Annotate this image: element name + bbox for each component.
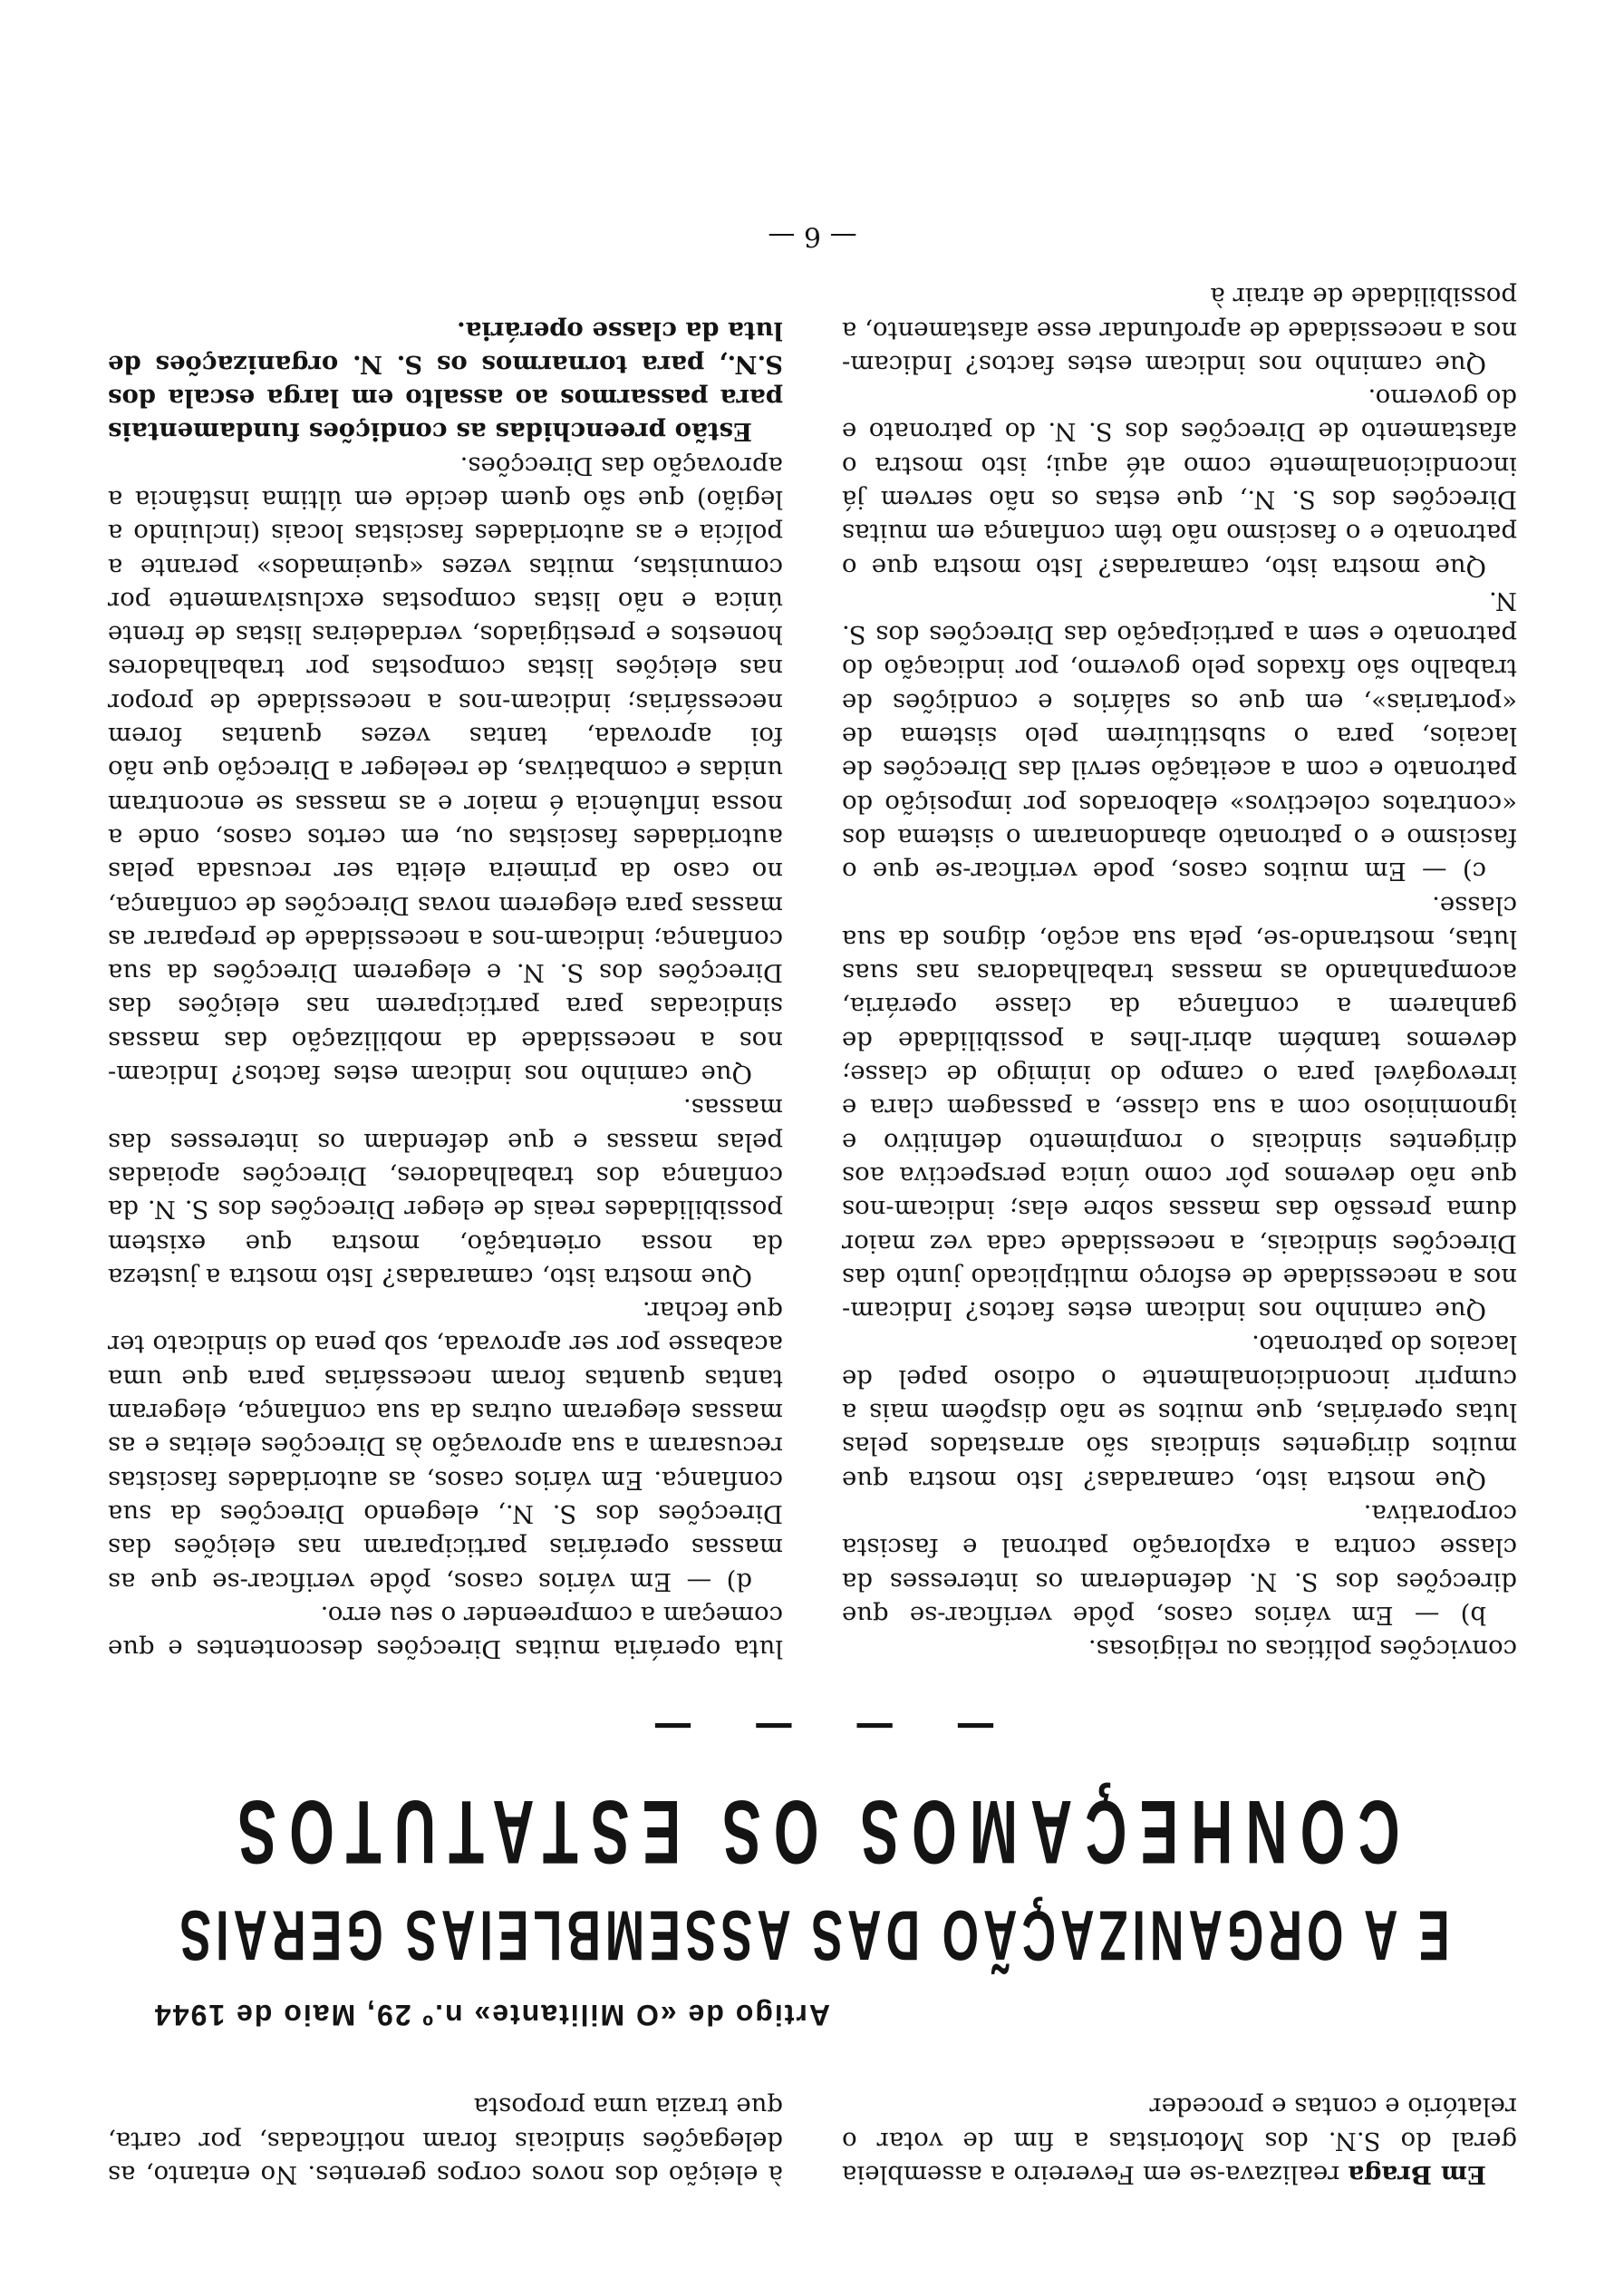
separator-dashes: — — — — [629,1705,996,1752]
body-right-column [108,279,783,1665]
article-subtitle: E A ORGANIZAÇÃO DAS ASSEMBLEIAS GERAIS [175,1894,1450,1974]
page-number: — 6 — [768,219,857,252]
paragraph: Que caminho nos indicam estes factos? Indicam-nos a necessidade de aprofundar esse afastamento, a possibilidade de atrair à [842,282,1517,379]
article-body [108,279,1517,1665]
intro-block [108,2089,1517,2191]
paragraph: Que mostra isto, camaradas? Isto mostra que o patronato e o fascismo não têm confiança em muitas Direcções dos S. N., que estas os não servem já incondicionalmente como até aqui; isto mostra o afastamento de Direcções dos S. N. do patronato e do governo. [842,383,1517,582]
closing-bold-text: Estão preenchidas as condições fundamentais para passarmos ao assalto em larga escala dos S.N., para tornarmos os S. N. organizações de luta da classe operária. [108,315,783,447]
closing-paragraph [108,313,783,448]
paragraph: Que caminho nos indicam estes factos? Indicam-nos a necessidade de esforço multiplicado junto das Direcções sindicais, a necessidade cada vez maior duma pressão das massas sobre elas; indicam-nos que não devemos pôr como única perspectiva aos dirigentes sindicais o rompimento definitivo e ignominioso com a sua classe, a passagem clara e irrevogável para o campo do inimigo de classe; devemos também abrir-lhes a possibilidade de ganharem a confiança da classe operária, acompanhando as massas trabalhadoras nas suas lutas, mostrando-se, pela sua acção, dignos da sua classe. [842,890,1517,1326]
body-left-column [842,279,1517,1665]
intro-text: realizava-se em Fevereiro a assembleia geral do S.N. dos Motoristas a fim de votar o relatório e contas e proceder [842,2092,1517,2189]
intro-lead: Em Braga [1348,2160,1486,2189]
intro-left-column [842,2089,1517,2191]
paragraph: d) — Em vários casos, pôde verificar-se que as massas operárias participaram nas eleições das Direcções dos S. N., elegendo Direcções da sua confiança. Em vários casos, as autoridades fascistas recusaram a sua aprovação às Direcções eleitas e as massas elegeram outras da sua confiança, elegeram tantas quantas foram necessárias para que uma acabasse por ser aprovada, sob pena do sindicato ter que fechar. [108,1296,783,1596]
intro-paragraph [842,2089,1517,2191]
paragraph: Que caminho nos indicam estes factos? Indicam-nos a necessidade da mobilização das massas sindicadas para participarem nas eleições das Direcções dos S. N. e elegerem Direcções da sua confiança; indicam-nos a necessidade de preparar as massas para elegerem novas Direcções de confiança, no caso da primeira eleita ser recusada pelas autoridades fascistas ou, em certos casos, onde a nossa influência é maior e as massas se encontram unidas e combativas, de reeleger a Direcção que não foi aprovada, tantas vezes quantas forem necessárias; indicam-nos a necessidade de propor nas eleições listas compostas por trabalhadores honestos e prestigiados, verdadeiras listas de frente única e não listas compostas exclusivamente por comunistas, muitas vezes «queimados» perante a polícia e as autoridades fascistas locais (incluindo a legião) que são quem decide em última instância a aprovação das Direcções. [108,451,783,1090]
paragraph: c) — Em muitos casos, pode verificar-se que o fascismo e o patronato abandonaram o sistema dos «contratos colectivos» elaborados por imposição do patronato e com a aceitação servil das Direcções de lacaios, para o substituírem pelo sistema de «portarias», em que os salários e condições de trabalho são fixados pelo governo, por indicação do patronato e sem a participação das Direcções dos S. N. [842,586,1517,887]
page-content [108,220,1517,2191]
article-title: CONHEÇAMOS OS ESTATUTOS [225,1781,1400,1883]
paragraph: Que mostra isto, camaradas? Isto mostra a justeza da nossa orientação, mostra que existem possibilidades reais de eleger Direcções dos S. N. da confiança dos trabalhadores, Direcções apoiadas pelas massas e que defendam os interesses das massas. [108,1093,783,1292]
intro-continuation: à eleição dos novos corpos gerentes. No entanto, as delegações sindicais foram notificadas, por carta, que trazia uma proposta [108,2092,783,2189]
article-source: Artigo de «O Militante» n.º 29, Maio de 1944 [153,1999,830,2032]
paragraph: Que mostra isto, camaradas? Isto mostra que muitos dirigentes sindicais são arrastados pelas lutas operárias, que muitos se não dispõem mais a cumprir incondicionalmente o odioso papel de lacaios do patronato. [842,1330,1517,1495]
paragraph: b) — Em vários casos, pôde verificar-se que direcções dos S. N. defenderam os interesses da classe contra a exploração patronal e fascista corporativa. [842,1498,1517,1630]
paragraph: convicções políticas ou religiosas. [1088,1634,1517,1664]
paragraph: luta operária muitas Direcções descontentes e que começam a compreender o seu erro. [108,1600,783,1664]
intro-right-column [108,2089,783,2191]
